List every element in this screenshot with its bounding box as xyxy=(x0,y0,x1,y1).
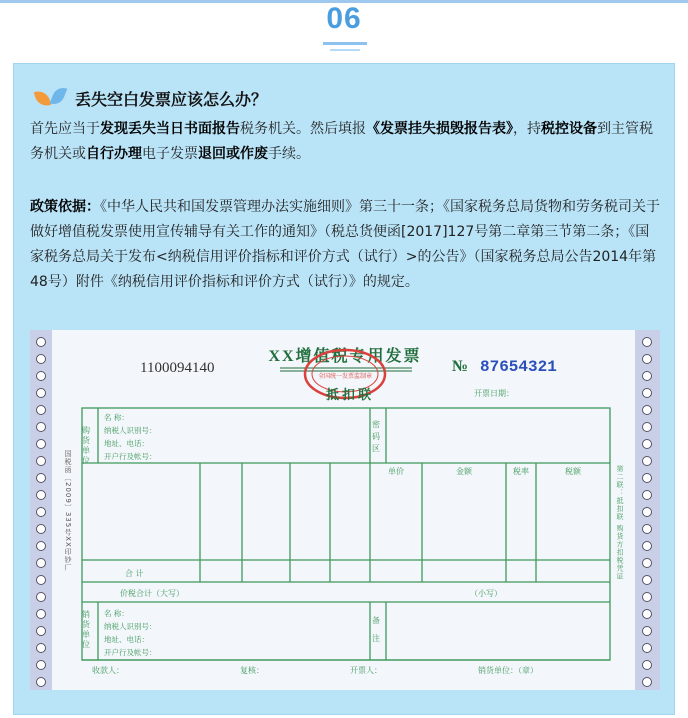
feed-hole xyxy=(37,627,46,636)
feed-hole xyxy=(643,474,652,483)
password-area-label: 密码区 xyxy=(371,420,381,456)
feed-hole xyxy=(37,678,46,687)
buyer-taxid-field: 纳税人识别号： xyxy=(104,426,157,435)
feed-hole xyxy=(643,423,652,432)
invoice-number: 87654321 xyxy=(480,358,557,376)
feed-hole xyxy=(37,389,46,398)
tax-rate-header: 税率 xyxy=(513,467,529,476)
stamp-text: 全国统一发票监制章 xyxy=(317,373,373,380)
number-underline xyxy=(323,42,367,45)
feed-hole xyxy=(37,338,46,347)
feed-hole xyxy=(643,627,652,636)
seller-stamp-label: 销货单位：（章） xyxy=(478,666,538,675)
feed-hole xyxy=(37,423,46,432)
feed-hole xyxy=(643,678,652,687)
feed-hole xyxy=(643,542,652,551)
answer-bold: 自行办理 xyxy=(86,146,142,162)
right-margin-print: 第二联：抵扣联 购货方扣税凭证 xyxy=(616,465,624,581)
answer-text: 到主管税务机关或 xyxy=(30,121,653,162)
feed-hole xyxy=(643,406,652,415)
question-heading: 丢失空白发票应该怎么办？ xyxy=(75,90,268,109)
section-number: 06 xyxy=(326,2,362,35)
feed-hole xyxy=(643,457,652,466)
feed-hole xyxy=(37,559,46,568)
feed-hole xyxy=(643,389,652,398)
feed-hole xyxy=(37,576,46,585)
buyer-bank-field: 开户行及帐号： xyxy=(104,452,157,461)
seller-bank-field: 开户行及帐号： xyxy=(104,648,157,657)
policy-paragraph xyxy=(30,195,662,295)
buyer-side-label: 购货单位 xyxy=(81,426,91,466)
buyer-address-field: 地址、电话： xyxy=(104,439,149,448)
feed-hole xyxy=(643,525,652,534)
feed-hole xyxy=(643,576,652,585)
subtotal-label: 合 计 xyxy=(125,569,144,578)
seller-name-field: 名 称： xyxy=(104,609,129,618)
feed-hole xyxy=(643,559,652,568)
invoice-image xyxy=(30,330,660,690)
number-underline-short xyxy=(330,49,360,51)
feed-hole xyxy=(643,661,652,670)
policy-text: 《中华人民共和国发票管理办法实施细则》第三十一条；《国家税务总局货物和劳务税司关于做好增值税发票使用宣传辅导有关工作的通知》（税总货便函[2017]127号第二章第三节第二条；《国家税务总局关于发布<纳税信用评价指标和评价方式（试行）>的公告》（国家税务总局公告2014年第48号）附件《纳税信用评价指标和评价方式（试行）》的规定。 xyxy=(30,199,660,290)
seller-taxid-field: 纳税人识别号： xyxy=(104,622,157,631)
buyer-name-field: 名 称： xyxy=(104,413,129,422)
seller-side-label: 销货单位 xyxy=(81,610,91,650)
feed-hole xyxy=(37,474,46,483)
answer-text: ，持 xyxy=(513,121,541,137)
feed-hole xyxy=(37,440,46,449)
feed-hole xyxy=(643,508,652,517)
copy-label: 抵扣联 xyxy=(325,387,375,402)
feed-hole xyxy=(643,593,652,602)
date-label: 开票日期： xyxy=(474,389,514,398)
answer-text: 手续。 xyxy=(268,146,310,162)
feed-hole xyxy=(643,644,652,653)
feed-hole xyxy=(37,491,46,500)
answer-bold: 退回或作废 xyxy=(198,146,268,162)
feed-hole xyxy=(37,644,46,653)
answer-text: 电子发票 xyxy=(142,146,198,162)
answer-text: 首先应当于 xyxy=(30,121,100,137)
total-amount-label: 价税合计（大写） xyxy=(120,589,184,598)
unit-price-header: 单价 xyxy=(388,467,404,476)
feed-hole xyxy=(37,525,46,534)
feed-hole xyxy=(37,372,46,381)
amount-header: 金额 xyxy=(456,467,472,476)
policy-label: 政策依据： xyxy=(30,199,100,215)
answer-bold: 发现丢失当日书面报告 xyxy=(100,121,240,137)
right-feed-holes xyxy=(643,338,652,687)
reviewer-label: 复核： xyxy=(240,666,264,675)
answer-bold: 《发票挂失损毁报告表》 xyxy=(366,121,513,137)
total-small-label: （小写） xyxy=(470,589,502,598)
feed-hole xyxy=(37,661,46,670)
remark-label: 备注 xyxy=(371,616,381,652)
feed-hole xyxy=(37,542,46,551)
answer-paragraph xyxy=(30,117,662,167)
invoice-code: 1100094140 xyxy=(140,360,215,376)
answer-text: 税务机关。然后填报 xyxy=(240,121,366,137)
feed-hole xyxy=(37,457,46,466)
feed-hole xyxy=(37,610,46,619)
feed-hole xyxy=(643,610,652,619)
seller-address-field: 地址、电话： xyxy=(104,635,149,644)
feed-hole xyxy=(37,355,46,364)
left-margin-print: 国税函〔2009〕335号XX印钞厂 xyxy=(64,450,72,572)
payee-label: 收款人： xyxy=(92,666,124,675)
feed-hole xyxy=(37,593,46,602)
tax-header: 税额 xyxy=(565,467,581,476)
answer-bold: 税控设备 xyxy=(541,121,597,137)
issuer-label: 开票人： xyxy=(350,666,382,675)
feed-hole xyxy=(37,406,46,415)
feed-hole xyxy=(643,338,652,347)
feed-hole xyxy=(643,440,652,449)
feed-hole xyxy=(643,491,652,500)
number-prefix: № xyxy=(452,358,469,375)
left-feed-holes xyxy=(37,338,46,687)
feed-hole xyxy=(643,355,652,364)
invoice-title: XX增值税专用发票 xyxy=(268,348,422,365)
feed-hole xyxy=(37,508,46,517)
feed-hole xyxy=(643,372,652,381)
